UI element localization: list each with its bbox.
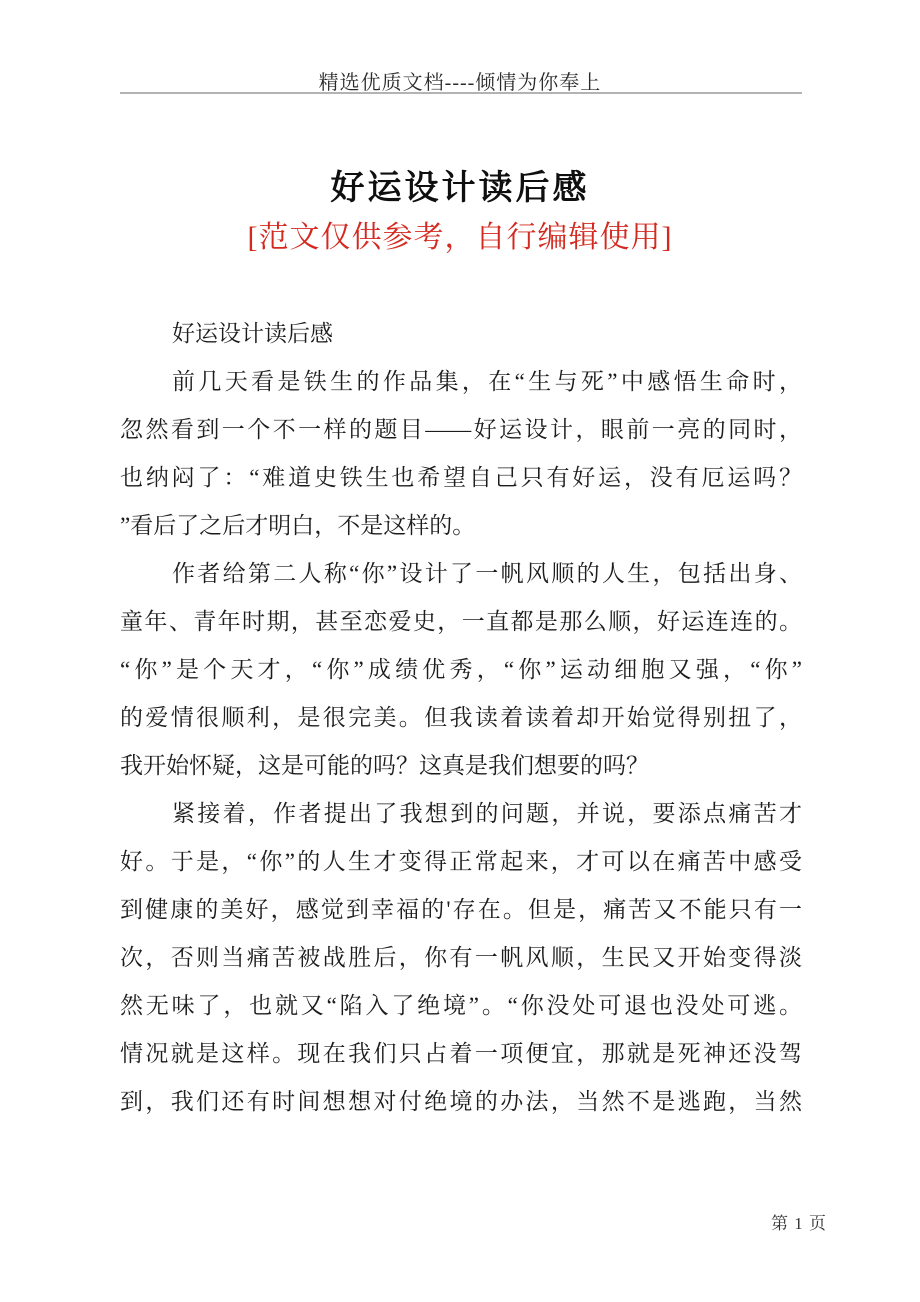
body-line: 次，否则当痛苦被战胜后，你有一帆风顺，生民又开始变得淡	[120, 945, 802, 970]
header-text: 精选优质文档----倾情为你奉上	[318, 72, 602, 94]
body-line: 到，我们还有时间想想对付绝境的办法，当然不是逃跑，当然	[120, 1089, 802, 1114]
body-line: 忽然看到一个不一样的题目——好运设计，眼前一亮的同时，	[120, 417, 802, 442]
body-line: 然无味了，也就又“陷入了绝境”。“你没处可退也没处可逃。	[120, 993, 802, 1018]
body-line: 的爱情很顺利，是很完美。但我读着读着却开始觉得别扭了，	[120, 705, 802, 730]
document-body	[120, 310, 802, 1126]
body-line: 也纳闷了：“难道史铁生也希望自己只有好运，没有厄运吗？	[120, 465, 802, 490]
body-line: 前几天看是铁生的作品集，在“生与死”中感悟生命时，	[172, 369, 802, 394]
body-line: 到健康的美好，感觉到幸福的'存在。但是，痛苦又不能只有一	[120, 897, 802, 922]
page-title: 好运设计读后感	[330, 170, 590, 207]
body-line: 情况就是这样。现在我们只占着一项便宜，那就是死神还没驾	[120, 1041, 802, 1066]
page-number-label: 第 1 页	[771, 1214, 827, 1233]
body-line: 紧接着，作者提出了我想到的问题，并说，要添点痛苦才	[172, 801, 802, 826]
body-line: “你”是个天才，“你”成绩优秀，“你”运动细胞又强，“你”	[120, 657, 802, 682]
body-line: ”看后了之后才明白，不是这样的。	[120, 513, 476, 538]
document-subtitle: [范文仅供参考，自行编辑使用]	[247, 221, 673, 254]
body-line: 童年、青年时期，甚至恋爱史，一直都是那么顺，好运连连的。	[120, 609, 802, 634]
body-line: 我开始怀疑，这是可能的吗？这真是我们想要的吗？	[120, 753, 649, 778]
header-divider	[120, 92, 802, 94]
body-line: 好。于是，“你”的人生才变得正常起来，才可以在痛苦中感受	[120, 849, 802, 874]
body-line: 作者给第二人称“你”设计了一帆风顺的人生，包括出身、	[172, 561, 802, 586]
body-line: 好运设计读后感	[172, 321, 333, 346]
page-footer	[771, 1209, 827, 1234]
